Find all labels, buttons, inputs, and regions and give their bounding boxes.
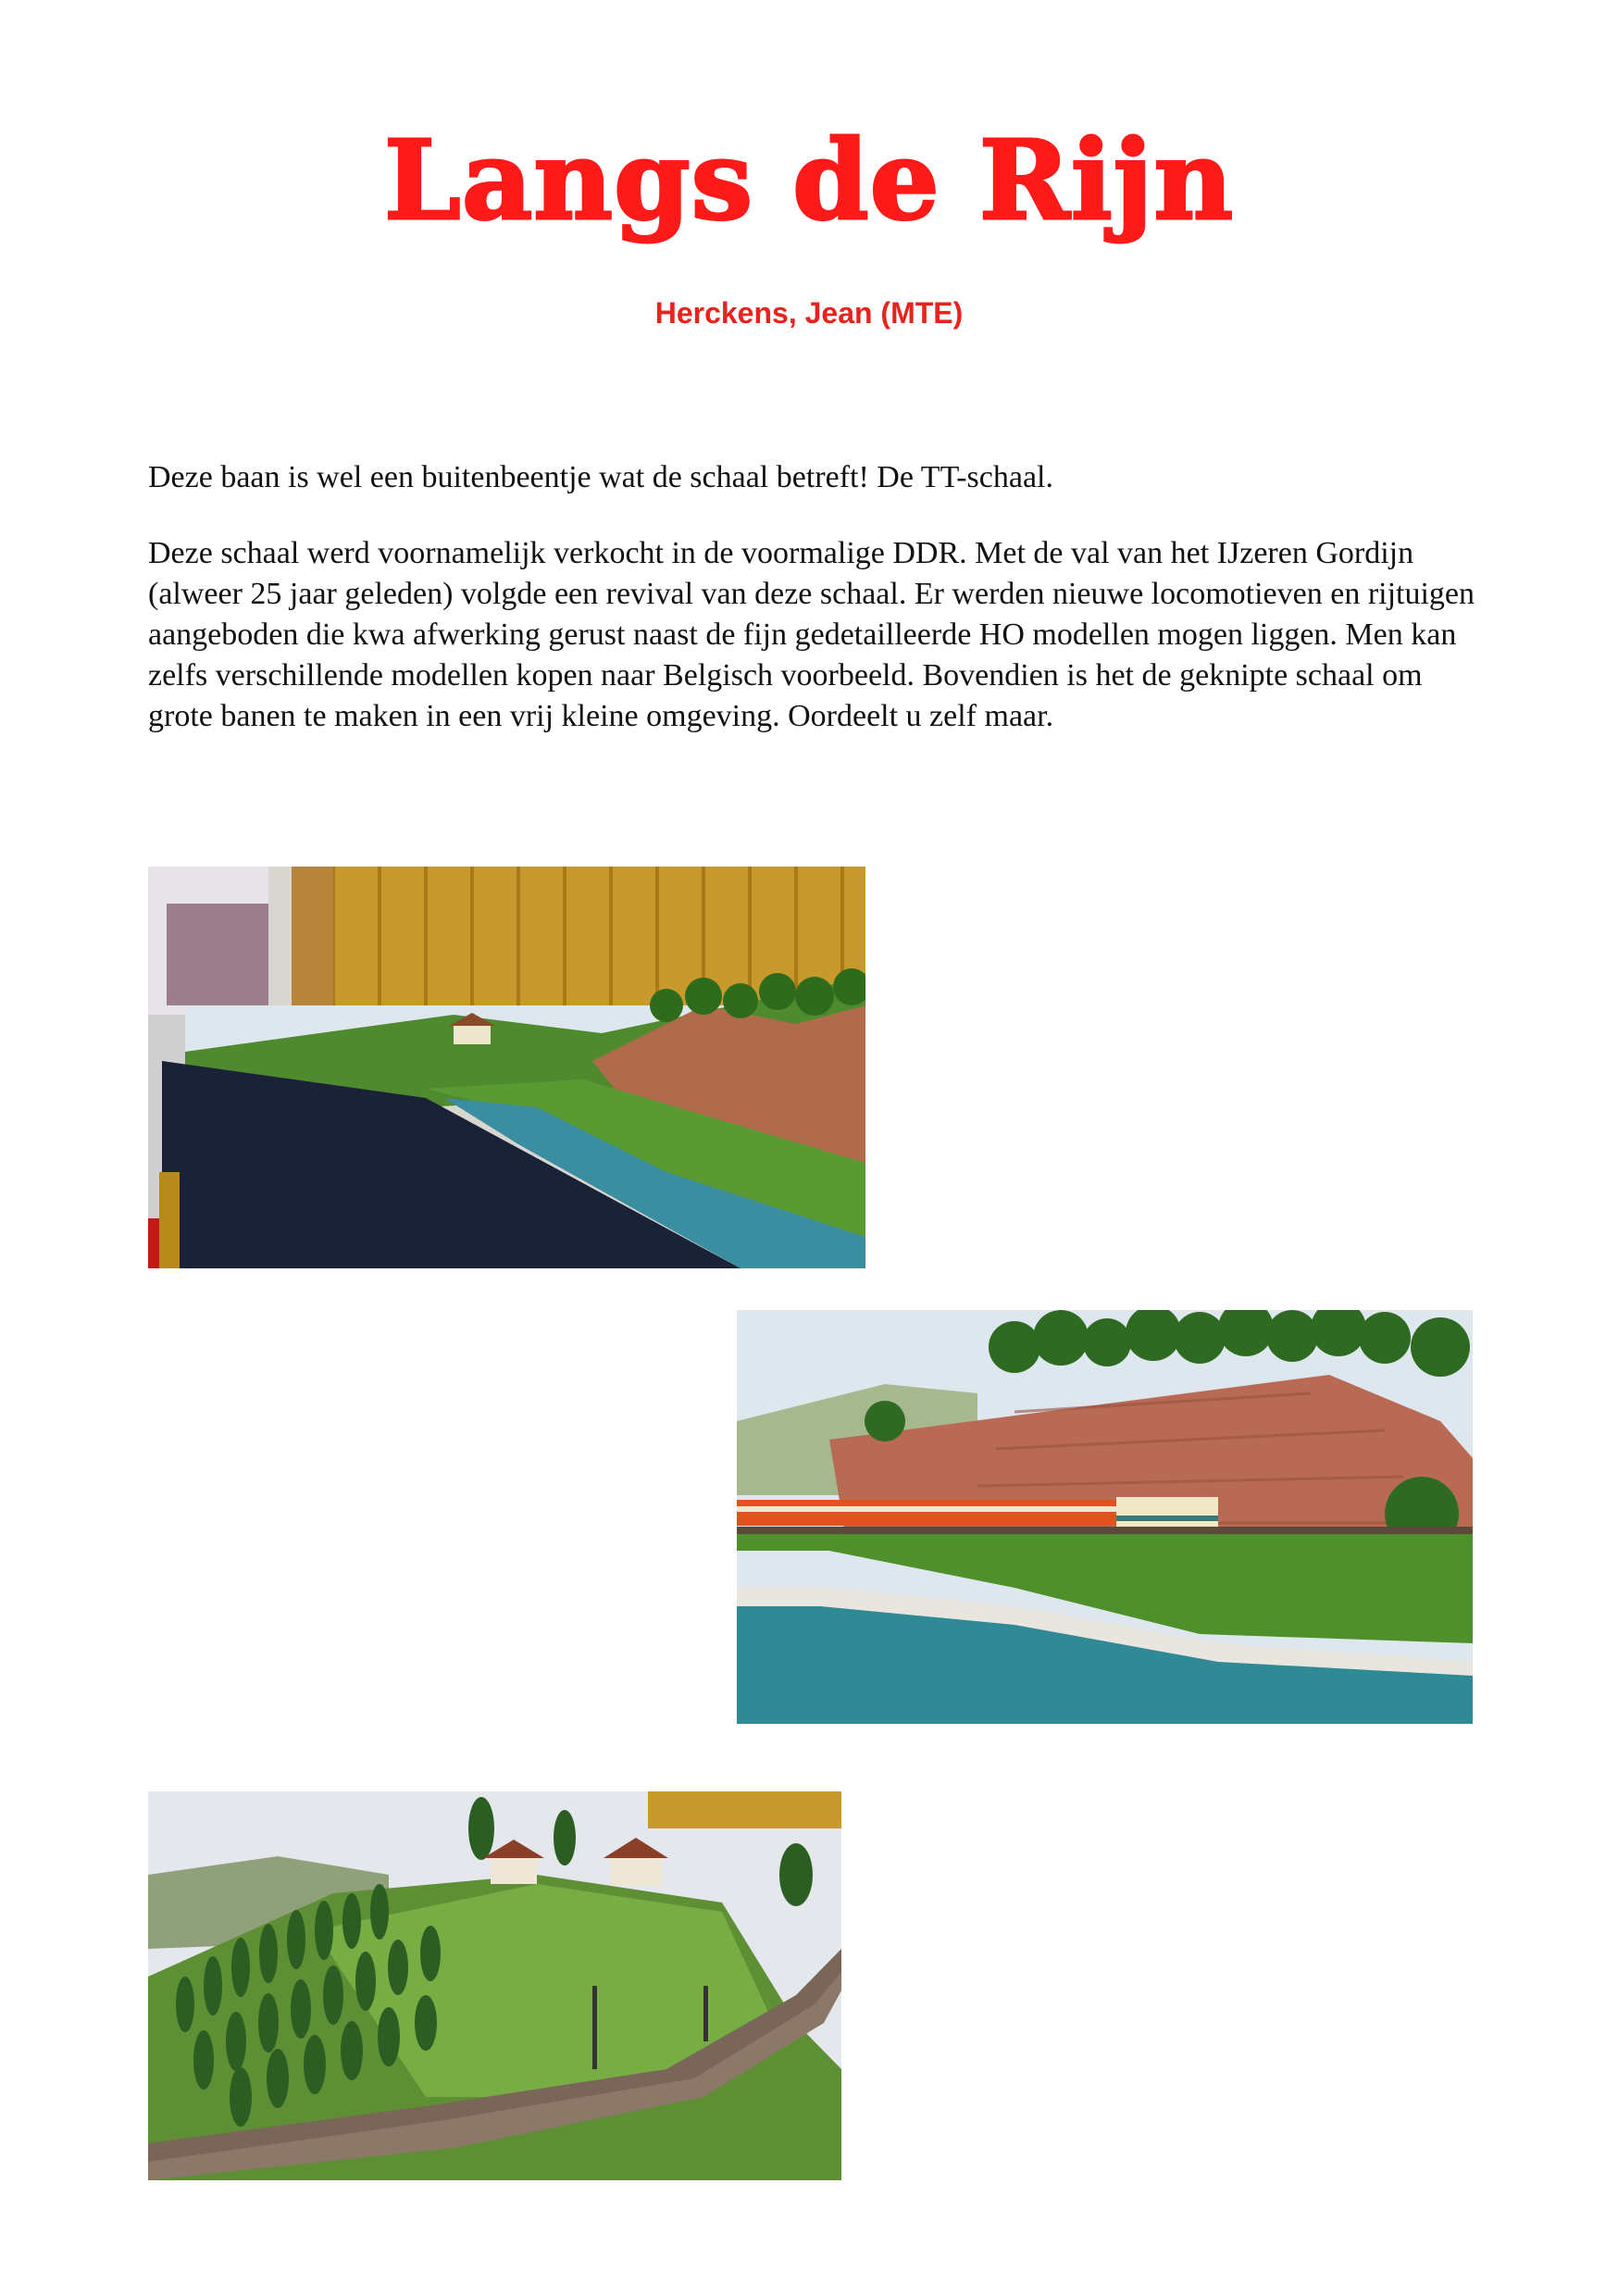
- intro-paragraph: Deze baan is wel een buitenbeentje wat de schaal betreft! De TT-schaal.: [148, 460, 1053, 494]
- train-cliff-photo: [737, 1310, 1473, 1724]
- body-paragraph: Deze schaal werd voornamelijk verkocht in de voormalige DDR. Met de val van het IJzeren Gordijn (alweer 25 jaar geleden) volgde een revival van deze schaal. Er werden nieuwe locomotieven en rijtuigen aangeboden die kwa afwerking gerust naast de fijn gedetailleerde HO modellen mogen liggen. Men kan zelfs verschillende modellen kopen naar Belgisch voorbeeld. Bovendien is het de geknipte schaal om grote banen te maken in een vrij kleine omgeving. Oordeelt u zelf maar.: [148, 536, 1475, 733]
- author-byline: Herckens, Jean (MTE): [654, 296, 964, 330]
- page-title: Langs de Rijn: [383, 116, 1235, 244]
- layout-overview-photo: [148, 867, 865, 1268]
- vineyard-hill-photo: [148, 1791, 841, 2180]
